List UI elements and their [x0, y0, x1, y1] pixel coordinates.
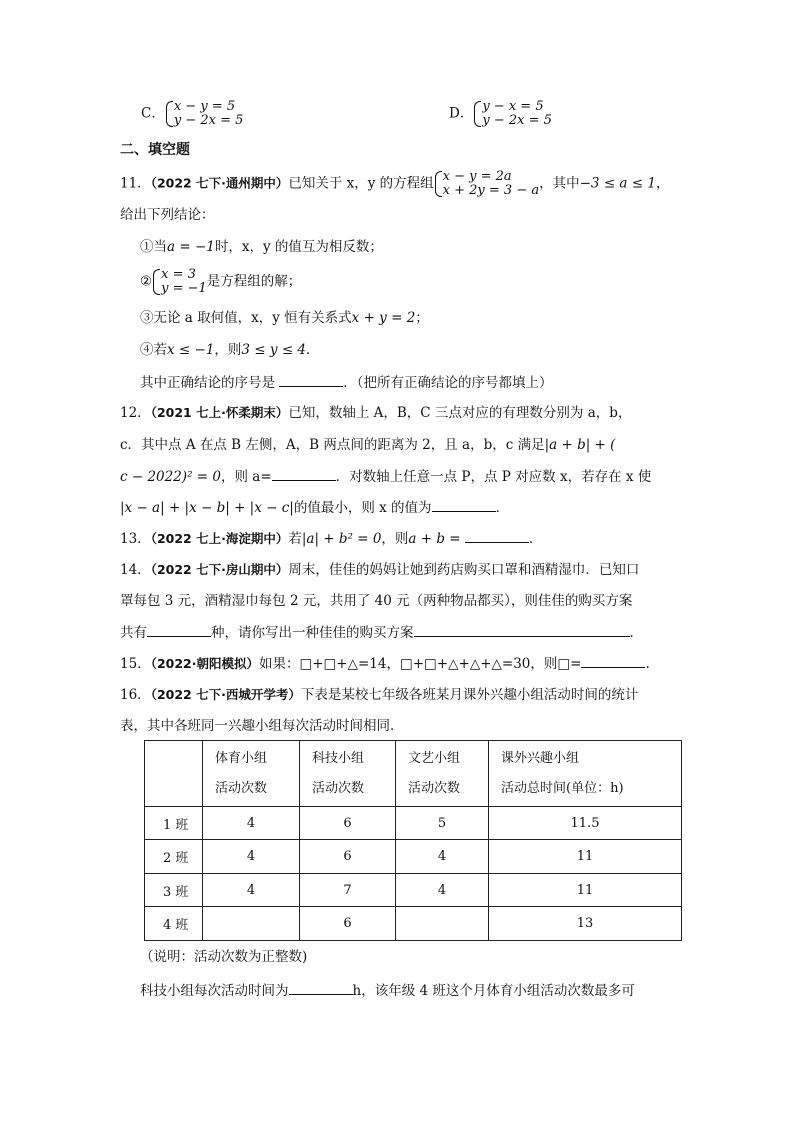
q11-text: 已知关于 x，y 的方程组: [288, 175, 434, 192]
q11-line2: 给出下列结论：: [120, 207, 215, 223]
q11-item4-math2: 3 ≤ y ≤ 4: [241, 342, 307, 358]
q11-answer-blank[interactable]: [279, 372, 343, 387]
q14-text3b: 种，请你写出一种佳佳的购买方案: [211, 625, 414, 641]
q15-text-a: 如果：□+□+△=14，□+□+△+△+△=30，则□=: [258, 656, 582, 672]
table-cell: 4: [203, 874, 300, 907]
q11-answer-a: 其中正确结论的序号是: [140, 375, 275, 391]
header-sports-l1: 体育小组: [215, 750, 268, 766]
header-total-l2: 活动总时间(单位：h): [501, 780, 624, 796]
q11-item1-b: 时，x，y 的值互为相反数；: [214, 239, 383, 255]
q16-line1: [120, 685, 638, 705]
q13-number: 13．: [120, 531, 151, 547]
q16-blank-tech-time[interactable]: [289, 980, 353, 995]
table-cell: 11: [489, 874, 682, 907]
q13-text-c: ．: [528, 531, 543, 547]
option-d-eq1: y − x = 5: [482, 99, 544, 114]
q11-eq2: x + 2y = 3 − a: [442, 183, 540, 198]
option-d-system: [473, 100, 552, 128]
q11-item3-math: x + y = 2: [351, 310, 416, 326]
q11-item3-a: ③无论 a 取何值，x，y 恒有关系式: [140, 310, 352, 326]
row-label: 1 班: [145, 807, 203, 840]
header-cell-total: [489, 741, 682, 807]
q11-line1: [120, 170, 669, 198]
header-tech-l2: 活动次数: [312, 780, 365, 796]
q11-item2-system: [152, 268, 207, 296]
q12-text4b: ．: [495, 500, 510, 516]
q14-line3: [120, 622, 643, 643]
q12-line2: [120, 435, 615, 455]
q14-text1: 周末，佳佳的妈妈让她到药店购买口罩和酒精湿巾．已知口: [288, 562, 640, 578]
header-total-l1: 课外兴趣小组: [501, 750, 580, 766]
q11-item3: [140, 308, 429, 328]
table-cell: 7: [300, 874, 396, 907]
q16-last-b: h，该年级 4 班这个月体育小组活动次数最多可: [352, 983, 635, 999]
q11-item4: [140, 340, 320, 360]
option-c-system: [165, 100, 244, 128]
header-arts-l2: 活动次数: [408, 780, 461, 796]
table-cell: 5: [396, 807, 489, 840]
q12-line1: [120, 403, 631, 423]
table-row: [145, 874, 682, 907]
q16-line2: 表，其中各班同一兴趣小组每次活动时间相同．: [120, 718, 404, 734]
row-label: 2 班: [145, 840, 203, 874]
q13-text-a: 若: [288, 531, 302, 547]
q12-number: 12．: [120, 405, 151, 421]
header-sports-l2: 活动次数: [215, 780, 268, 796]
option-c-label: C．: [141, 105, 165, 122]
q13-math2: a + b =: [408, 531, 461, 547]
table-cell: 6: [300, 807, 396, 840]
header-tech-l1: 科技小组: [312, 750, 365, 766]
q16-last-a: 科技小组每次活动时间为: [140, 983, 289, 999]
q14-blank-count[interactable]: [147, 622, 211, 637]
table-cell: 11: [489, 840, 682, 874]
table-cell: 11.5: [489, 807, 682, 840]
table-cell: 13: [489, 907, 682, 941]
q11-item1-a: ①当: [140, 239, 167, 255]
q14-line2: 罩每包 3 元，酒精湿巾每包 2 元，共用了 40 元（两种物品都买），则佳佳的购买方案: [120, 593, 633, 609]
table-row: [145, 907, 682, 941]
q11-item4-c: ．: [306, 342, 320, 358]
q13-text-b: ，则: [381, 531, 409, 547]
q13-blank[interactable]: [465, 528, 529, 543]
row-label: 4 班: [145, 907, 203, 941]
q11-item4-a: ④若: [140, 342, 167, 358]
q11-item1-math: a = −1: [167, 239, 215, 255]
q11-condition: −3 ≤ a ≤ 1: [579, 175, 656, 192]
q14-line1: [120, 560, 639, 580]
q13-line: [120, 528, 542, 549]
q14-source: （2022 七下·房山期中）: [150, 562, 289, 577]
q12-math4: |x − a| + |x − b| + |x − c|: [120, 500, 294, 516]
table-header-row: [145, 741, 682, 807]
q14-text3a: 共有: [120, 625, 147, 641]
table-cell: 4: [396, 840, 489, 874]
q16-text1: 下表是某校七年级各班某月课外兴趣小组活动时间的统计: [300, 687, 639, 703]
q12-blank-a[interactable]: [272, 466, 336, 481]
q14-number: 14．: [120, 562, 151, 578]
q11-answer: [140, 372, 553, 393]
section-title: 二、填空题: [120, 142, 190, 158]
q12-line3: [120, 466, 651, 487]
table-cell: 4: [203, 840, 300, 874]
q15-text-b: .: [645, 656, 650, 672]
option-d: [449, 100, 552, 128]
header-cell-blank: [145, 741, 203, 807]
q16-last-line: [140, 980, 635, 1001]
q11-item3-b: ；: [415, 310, 429, 326]
q11-item1: [140, 237, 383, 257]
q12-blank-x[interactable]: [432, 497, 496, 512]
q16-number: 16．: [120, 687, 151, 703]
table-cell: [203, 907, 300, 941]
q13-source: （2022 七上·海淀期中）: [150, 531, 289, 546]
q13-math1: |a| + b² = 0: [301, 531, 382, 547]
q11-eq1: x − y = 2a: [442, 169, 512, 184]
table-row: [145, 807, 682, 840]
header-cell-arts: [396, 741, 489, 807]
option-d-label: D．: [449, 105, 474, 122]
q14-text3c: ．: [629, 625, 643, 641]
q12-text3a: ，则 a=: [220, 469, 272, 485]
q15-source: （2022·朝阳模拟）: [150, 656, 259, 671]
q16-source: （2022 七下·西城开学考）: [150, 687, 301, 702]
q11-source: （2022 七下·通州期中）: [150, 175, 289, 191]
row-label: 3 班: [145, 874, 203, 907]
q12-text1: 已知，数轴上 A，B，C 三点对应的有理数分别为 a，b，: [288, 405, 632, 421]
q11-text-c: ，: [655, 175, 670, 192]
q12-line4: [120, 497, 509, 518]
option-c-eq2: y − 2x = 5: [173, 113, 244, 128]
q11-system: [434, 170, 539, 198]
table-cell: 6: [300, 907, 396, 941]
header-cell-sports: [203, 741, 300, 807]
q11-number: 11．: [120, 175, 151, 192]
q12-text2: c．其中点 A 在点 B 左侧，A，B 两点间的距离为 2，且 a，b，c 满足: [120, 437, 545, 453]
q11-item2-a: ②: [140, 273, 153, 290]
q15-blank[interactable]: [581, 653, 645, 668]
table-cell: 4: [203, 807, 300, 840]
option-d-eq2: y − 2x = 5: [482, 113, 552, 128]
q12-source: （2021 七上·怀柔期末）: [150, 405, 289, 420]
table-row: [145, 840, 682, 874]
q11-item2: [140, 268, 301, 296]
table-cell: 4: [396, 874, 489, 907]
q15-line: [120, 653, 650, 674]
option-c: [141, 100, 243, 128]
q12-text3b: ．对数轴上任意一点 P，点 P 对应数 x，若存在 x 使: [335, 469, 652, 485]
header-arts-l1: 文艺小组: [408, 750, 461, 766]
table-cell: 6: [300, 840, 396, 874]
q12-text4a: 的值最小，则 x 的值为: [293, 500, 432, 516]
q11-item2-eq2: y = −1: [161, 281, 207, 296]
q16-note: （说明：活动次数为正整数): [140, 949, 308, 965]
q11-item4-b: ，则: [214, 342, 242, 358]
header-cell-tech: [300, 741, 396, 807]
activity-table: [144, 740, 682, 941]
q11-item2-eq1: x = 3: [161, 267, 196, 282]
option-c-eq1: x − y = 5: [173, 99, 236, 114]
q11-item4-math1: x ≤ −1: [167, 342, 215, 358]
q14-blank-plan[interactable]: [414, 622, 630, 637]
q11-text-b: ，其中: [539, 175, 580, 192]
q11-item2-b: 是方程组的解；: [206, 273, 302, 290]
q12-math3: c − 2022)² = 0: [120, 469, 221, 485]
q12-math2: |a + b| + (: [544, 437, 616, 453]
q11-answer-b: ．（把所有正确结论的序号都填上）: [343, 375, 553, 391]
table-cell: [396, 907, 489, 941]
q15-number: 15．: [120, 656, 151, 672]
